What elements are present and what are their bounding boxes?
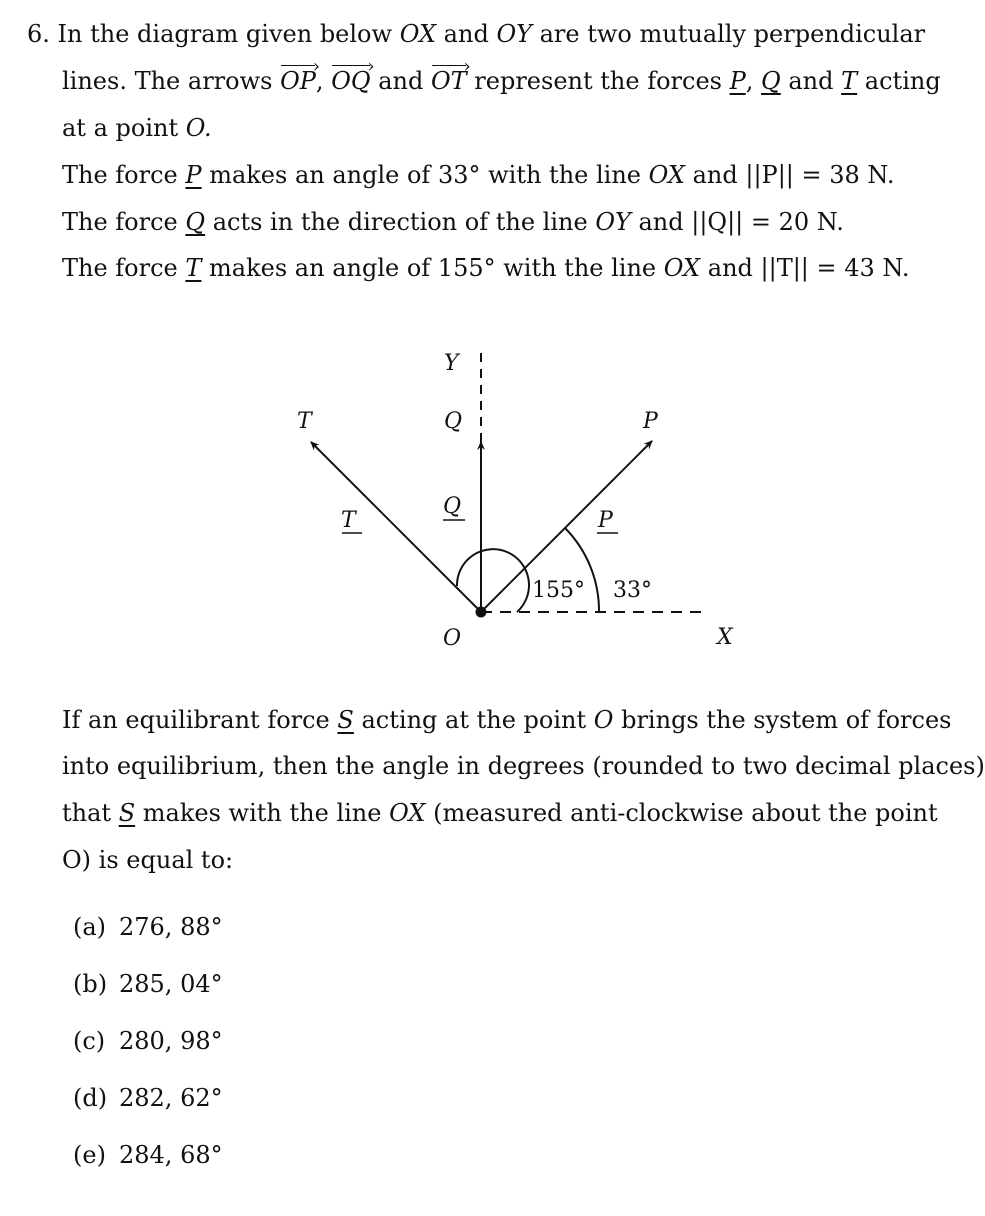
question-line-2: lines. The arrows OP ›, OQ › and OT › represent the forces P, Q and T acting — [62, 66, 941, 96]
option-e[interactable] — [73, 1140, 223, 1170]
label-O: O — [443, 626, 462, 651]
label-P-top: P — [643, 409, 658, 434]
option-b[interactable] — [73, 969, 223, 999]
question-number: 6. — [27, 20, 50, 48]
vector-OP: OP › — [280, 66, 316, 96]
vector-OT: OT › — [431, 66, 467, 96]
label-Q-vector: Q — [443, 494, 462, 519]
option-label: (e) — [73, 1141, 106, 1169]
label-T-vector: T — [341, 508, 356, 533]
option-label: (a) — [73, 913, 107, 941]
option-value: 282, 62° — [119, 1084, 223, 1112]
label-X: X — [717, 625, 733, 650]
option-value: 285, 04° — [119, 970, 223, 998]
option-c[interactable] — [73, 1026, 223, 1056]
option-a[interactable] — [73, 912, 223, 942]
paragraph2-line-3: that S makes with the line OX (measured anti-clockwise about the point — [62, 799, 938, 827]
vector-T-arrow — [311, 442, 481, 612]
paragraph2-line-2: into equilibrium, then the angle in degrees (rounded to two decimal places) — [62, 752, 985, 780]
label-P-vector: P — [598, 508, 613, 533]
option-label: (b) — [73, 970, 108, 998]
option-label: (c) — [73, 1027, 106, 1055]
origin-point — [476, 607, 487, 618]
question-line-1: 6. In the diagram given below OX and OY are two mutually perpendicular — [27, 20, 926, 48]
label-T-top: T — [297, 409, 312, 434]
angle-arc-155 — [457, 549, 529, 612]
option-d[interactable] — [73, 1083, 223, 1113]
force-P-sentence: The force P makes an angle of 33° with the line OX and ||P|| = 38 N. — [62, 161, 895, 189]
option-value: 276, 88° — [119, 913, 223, 941]
option-label: (d) — [73, 1084, 108, 1112]
angle-label-155: 155° — [532, 578, 585, 603]
option-value: 280, 98° — [119, 1027, 223, 1055]
option-value: 284, 68° — [119, 1141, 223, 1169]
paragraph2-line-4: O) is equal to: — [62, 846, 234, 874]
vector-OQ: OQ › — [331, 66, 370, 96]
force-Q-sentence: The force Q acts in the direction of the line OY and ||Q|| = 20 N. — [62, 208, 844, 236]
question-line-3: at a point O. — [62, 114, 212, 142]
angle-label-33: 33° — [613, 578, 652, 603]
label-Y: Y — [444, 351, 459, 376]
force-diagram — [0, 330, 929, 690]
paragraph2-line-1: If an equilibrant force S acting at the point O brings the system of forces — [62, 706, 952, 734]
force-T-sentence: The force T makes an angle of 155° with the line OX and ||T|| = 43 N. — [62, 254, 910, 282]
label-Q-top: Q — [444, 409, 463, 434]
